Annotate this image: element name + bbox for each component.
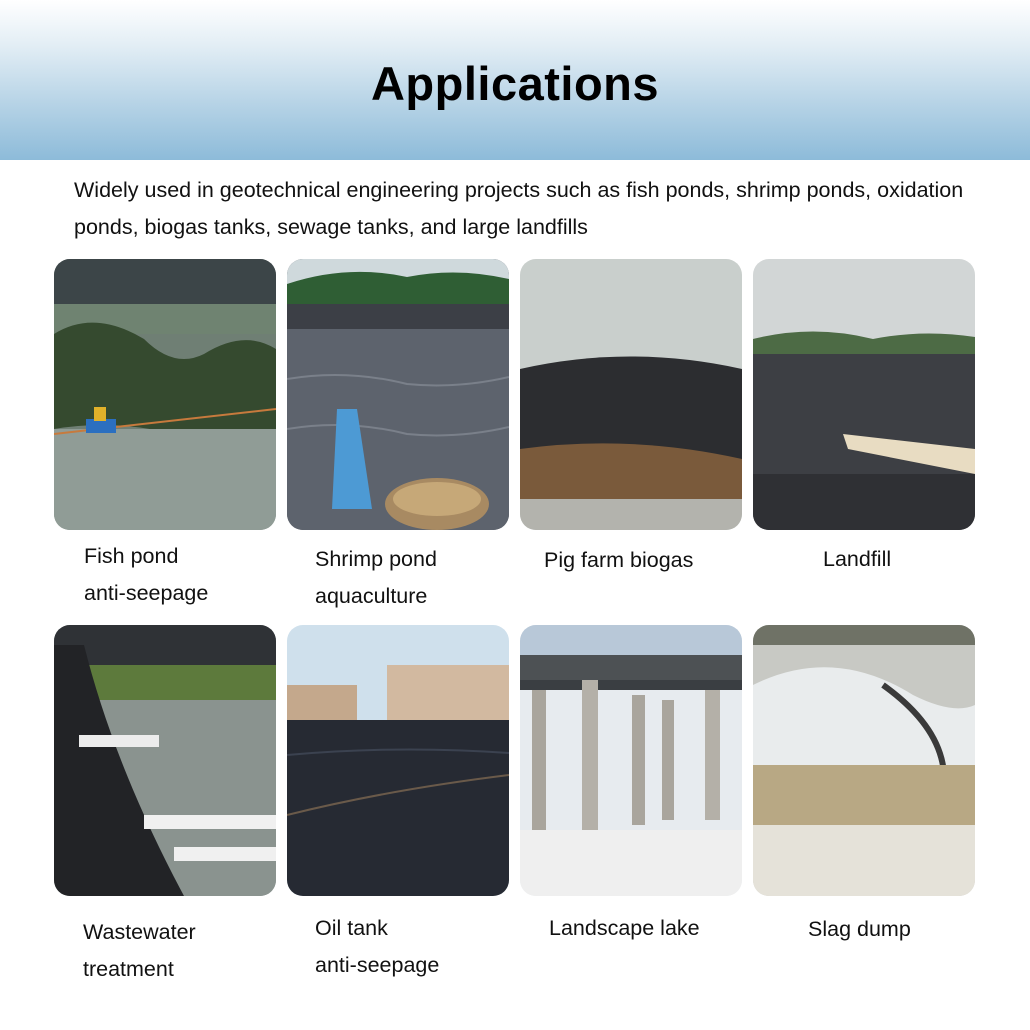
caption-shrimp-pond bbox=[315, 541, 437, 615]
caption-pig-farm-biogas bbox=[544, 542, 693, 579]
caption-oil-tank bbox=[315, 910, 439, 984]
landscape-lake-photo bbox=[520, 625, 742, 896]
caption-line: Landscape lake bbox=[549, 916, 700, 940]
caption-wastewater bbox=[83, 914, 196, 988]
pig-farm-biogas-photo bbox=[520, 259, 742, 530]
caption-slag-dump bbox=[808, 911, 911, 948]
caption-landfill bbox=[823, 541, 891, 578]
caption-landscape-lake bbox=[549, 910, 700, 947]
caption-line: anti-seepage bbox=[84, 581, 209, 605]
caption-line: Slag dump bbox=[808, 917, 911, 941]
slag-dump-photo bbox=[753, 625, 975, 896]
caption-line: aquaculture bbox=[315, 584, 428, 608]
intro-text: Widely used in geotechnical engineering projects such as fish ponds, shrimp ponds, oxidation ponds, biogas tanks, sewage tanks, and large landfills bbox=[74, 178, 964, 239]
caption-line: Wastewater bbox=[83, 920, 196, 944]
fish-pond-photo bbox=[54, 259, 276, 530]
landfill-photo bbox=[753, 259, 975, 530]
caption-line: anti-seepage bbox=[315, 953, 440, 977]
caption-line: Oil tank bbox=[315, 916, 388, 940]
caption-line: Landfill bbox=[823, 547, 892, 571]
caption-line: Fish pond bbox=[84, 544, 179, 568]
caption-line: treatment bbox=[83, 957, 174, 981]
oil-tank-photo bbox=[287, 625, 509, 896]
wastewater-treatment-photo bbox=[54, 625, 276, 896]
caption-line: Shrimp pond bbox=[315, 547, 437, 571]
page-title: Applications bbox=[370, 57, 660, 110]
shrimp-pond-photo bbox=[287, 259, 509, 530]
caption-fish-pond bbox=[84, 538, 208, 612]
caption-line: Pig farm biogas bbox=[544, 548, 694, 572]
